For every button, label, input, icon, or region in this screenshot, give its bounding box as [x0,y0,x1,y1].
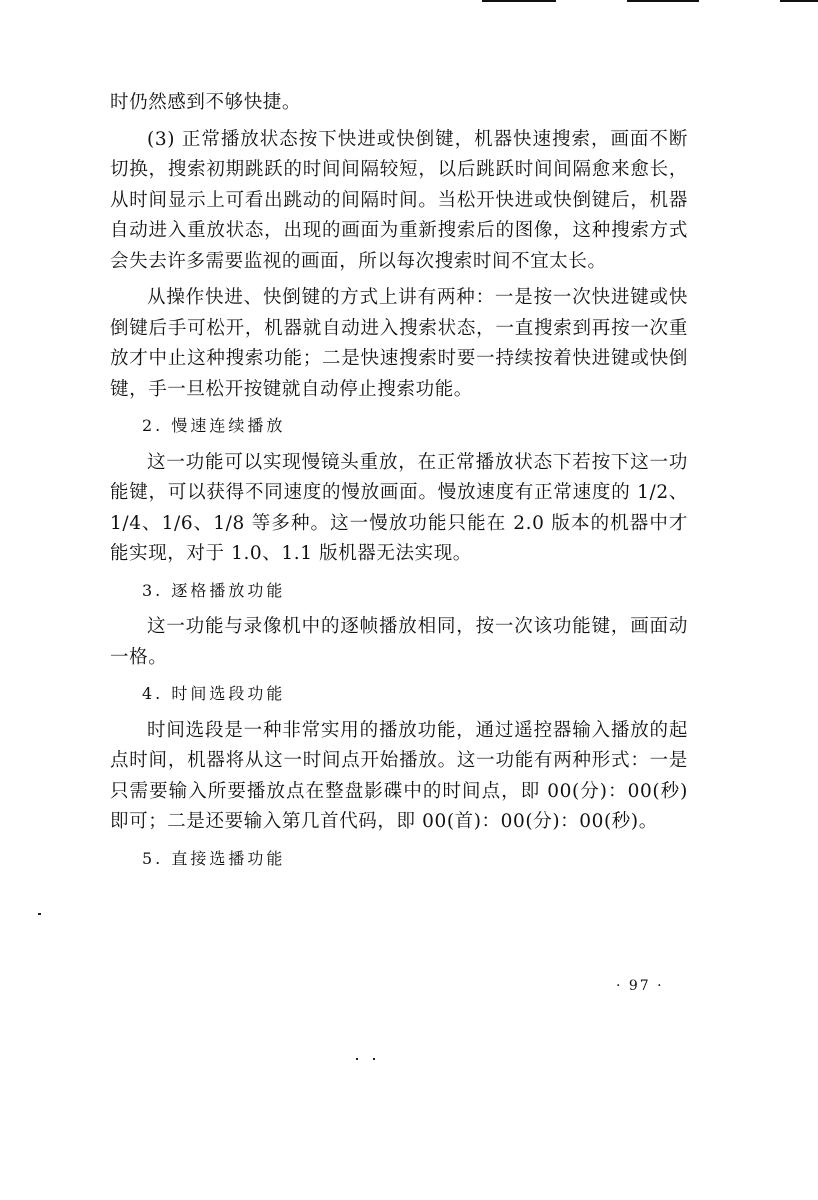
scan-speck [356,1058,358,1060]
section-heading-direct-select: 5. 直接选播功能 [142,848,286,868]
page-number: · 97 · [616,978,664,994]
paragraph-fast-search: (3) 正常播放状态按下快进或快倒键，机器快速搜索，画面不断切换，搜索初期跳跃的时间间隔较短，以后跳跃时间间隔愈来愈长，从时间显示上可看出跳动的间隔时间。当松开快进或快倒键后，机器自动进入重放状态，出现的画面为重新搜索后的图像，这种搜索方式会失去许多需要监视的画面，所以每次搜索时间不宜太长。 [110,128,688,272]
header-rule [627,0,699,2]
paragraph-key-operation: 从操作快进、快倒键的方式上讲有两种：一是按一次快进键或快倒键后手可松开，机器就自动进入搜索状态，一直搜索到再按一次重放才中止这种搜索功能；二是快速搜索时要一持续按着快进键或快倒键，手一旦松开按键就自动停止搜索功能。 [110,287,688,400]
section-heading-slow-play: 2. 慢速连续播放 [142,416,286,435]
section-heading-time-search: 4. 时间选段功能 [142,684,286,703]
continued-paragraph: 时仍然感到不够快捷。 [110,92,302,113]
body-text [110,88,688,874]
paragraph-time-search: 时间选段是一种非常实用的播放功能，通过遥控器输入播放的起点时间，机器将从这一时间点开始播放。这一功能有两种形式：一是只需要输入所要播放点在整盘影碟中的时间点，即 00(分)：00(秒)即可；二是还要输入第几首代码，即 00(首)：00(分)：00(秒)。 [110,719,688,832]
header-rule [482,0,556,2]
paragraph-frame-step: 这一功能与录像机中的逐帧播放相同，按一次该功能键，画面动一格。 [110,616,688,668]
section-heading-frame-step: 3. 逐格播放功能 [142,580,286,600]
header-rule [780,0,818,2]
scan-speck [38,913,41,915]
paragraph-slow-play: 这一功能可以实现慢镜头重放，在正常播放状态下若按下这一功能键，可以获得不同速度的慢放画面。慢放速度有正常速度的 1/2、1/4、1/6、1/8 等多种。这一慢放功能只能在 2.0 版本的机器中才能实现，对于 1.0、1.1 版机器无法实现。 [110,451,688,564]
scan-speck [373,1058,375,1060]
